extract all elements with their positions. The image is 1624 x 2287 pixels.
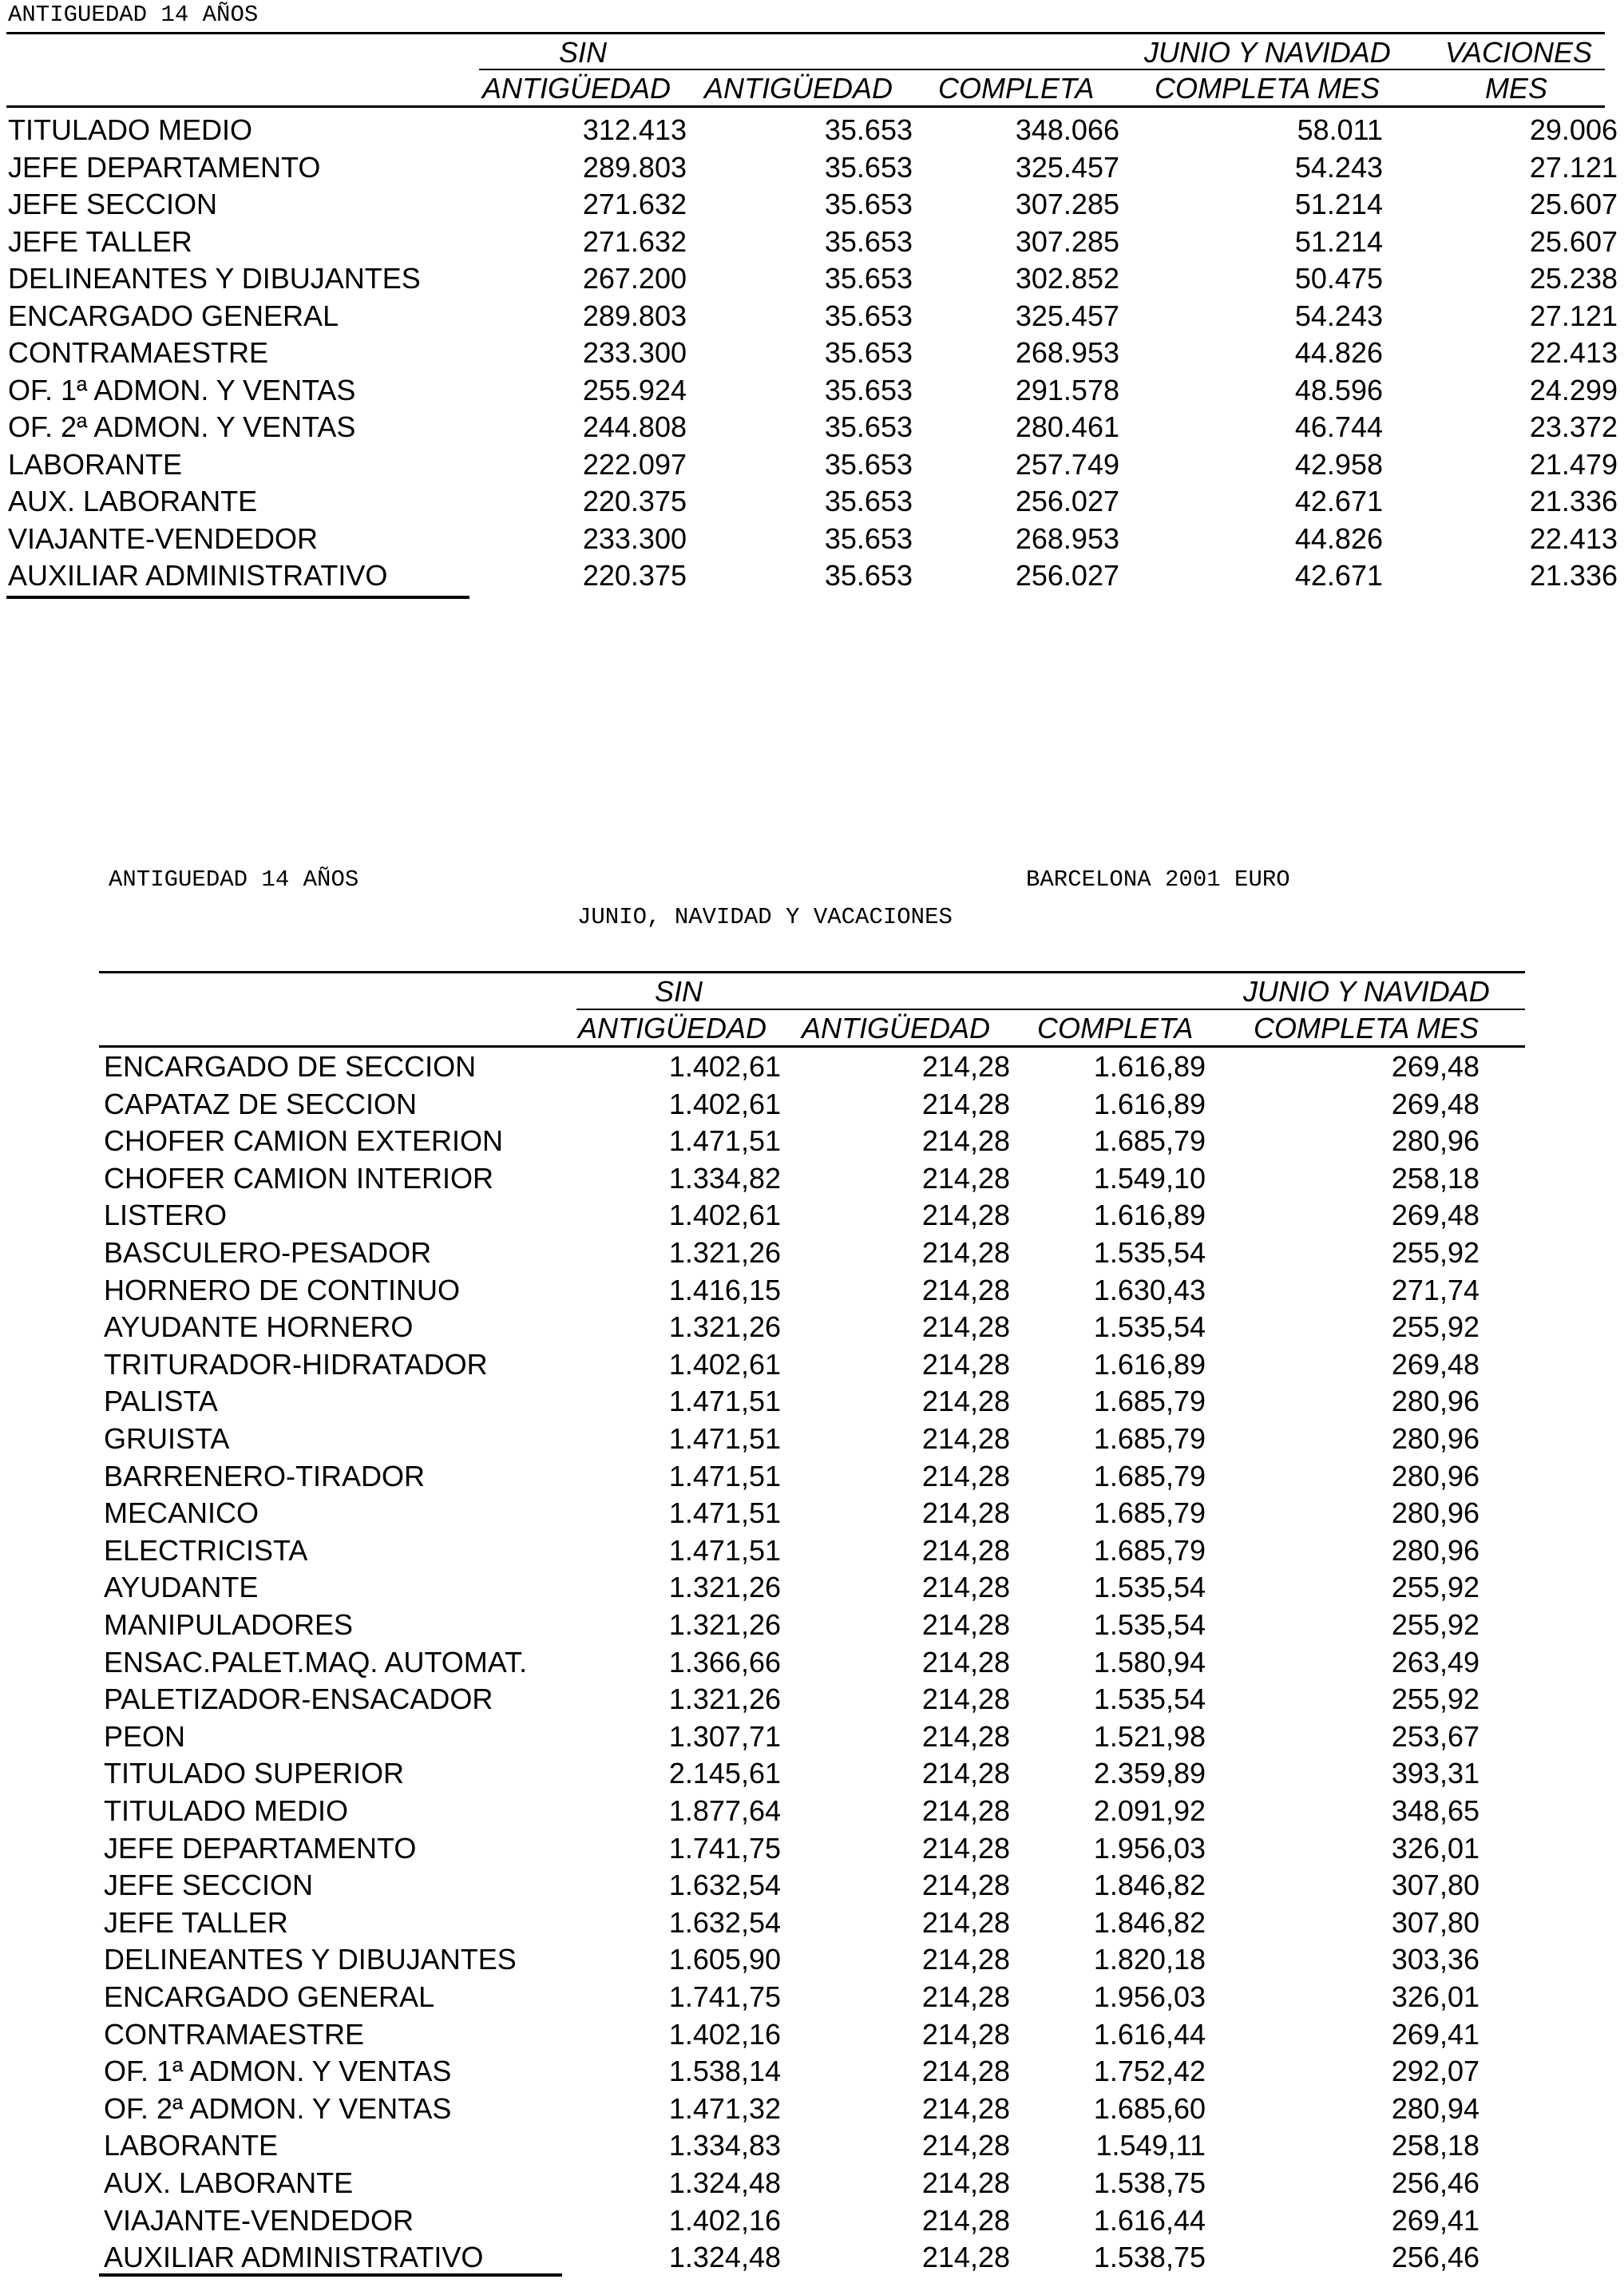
table-row bbox=[0, 1533, 1624, 1574]
row-value-junio-navidad: 326,01 bbox=[1391, 1980, 1479, 2013]
row-value-completa: 325.457 bbox=[1015, 299, 1119, 332]
row-value-sin-antiguedad: 1.402,61 bbox=[668, 1050, 781, 1083]
row-value-completa: 1.685,79 bbox=[1093, 1496, 1206, 1530]
row-category-label: PEON bbox=[104, 1719, 186, 1753]
row-value-junio-navidad: 280,94 bbox=[1391, 2091, 1479, 2125]
row-value-sin-antiguedad: 1.402,16 bbox=[668, 2017, 781, 2051]
table-row bbox=[0, 1573, 1624, 1611]
row-value-junio-navidad: 54.243 bbox=[1294, 299, 1383, 332]
row-value-antiguedad: 214,28 bbox=[921, 1459, 1010, 1492]
row-value-completa: 1.752,42 bbox=[1093, 2055, 1206, 2088]
row-value-junio-navidad: 48.596 bbox=[1294, 373, 1383, 406]
top-header-vaciones: VACIONES bbox=[1445, 36, 1593, 69]
row-value-vacaciones: 27.121 bbox=[1529, 299, 1618, 332]
row-value-junio-navidad: 263,49 bbox=[1391, 1645, 1479, 1679]
row-value-sin-antiguedad: 2.145,61 bbox=[668, 1757, 781, 1790]
table-row bbox=[0, 1201, 1624, 1239]
row-value-vacaciones: 27.121 bbox=[1529, 150, 1618, 184]
row-value-completa: 1.685,79 bbox=[1093, 1422, 1206, 1455]
row-value-antiguedad: 214,28 bbox=[921, 2129, 1010, 2162]
row-value-completa: 1.685,79 bbox=[1093, 1385, 1206, 1418]
table-row bbox=[0, 2091, 1624, 2132]
row-value-sin-antiguedad: 1.402,16 bbox=[668, 2203, 781, 2237]
row-category-label: DELINEANTES Y DIBUJANTES bbox=[104, 1943, 517, 1976]
row-value-vacaciones: 25.607 bbox=[1529, 188, 1618, 220]
row-value-antiguedad: 214,28 bbox=[921, 2166, 1010, 2199]
bottom-header-completa-mes: COMPLETA MES bbox=[1254, 1012, 1479, 1044]
row-value-junio-navidad: 54.243 bbox=[1294, 150, 1383, 184]
table-row bbox=[0, 1794, 1624, 1834]
row-value-vacaciones: 25.238 bbox=[1529, 262, 1618, 295]
row-value-vacaciones: 21.336 bbox=[1529, 559, 1618, 592]
row-value-junio-navidad: 253,67 bbox=[1391, 1719, 1479, 1753]
row-value-junio-navidad: 307,80 bbox=[1391, 1869, 1479, 1902]
row-category-label: LABORANTE bbox=[8, 447, 183, 481]
row-value-junio-navidad: 280,96 bbox=[1391, 1385, 1479, 1418]
row-value-sin-antiguedad: 1.334,82 bbox=[668, 1161, 781, 1195]
row-value-completa: 1.535,54 bbox=[1093, 1310, 1206, 1344]
row-value-sin-antiguedad: 1.471,51 bbox=[668, 1459, 781, 1492]
row-value-antiguedad: 214,28 bbox=[921, 1385, 1010, 1418]
bottom-location-year-currency: BARCELONA 2001 EURO bbox=[1026, 866, 1290, 893]
bottom-section-subtitle: JUNIO, NAVIDAD Y VACACIONES bbox=[577, 904, 953, 930]
row-value-junio-navidad: 269,41 bbox=[1391, 2203, 1479, 2237]
row-value-completa: 257.749 bbox=[1015, 447, 1119, 481]
row-value-completa: 1.956,03 bbox=[1093, 1831, 1206, 1865]
bottom-header-antiguedad-sin: ANTIGÜEDAD bbox=[578, 1012, 767, 1044]
row-value-sin-antiguedad: 1.632,54 bbox=[668, 1905, 781, 1939]
row-value-completa: 1.538,75 bbox=[1093, 2241, 1206, 2274]
row-category-label: CONTRAMAESTRE bbox=[8, 336, 269, 369]
row-value-completa: 1.549,10 bbox=[1093, 1161, 1206, 1195]
table-row bbox=[0, 1645, 1624, 1686]
row-value-antiguedad: 214,28 bbox=[921, 1161, 1010, 1195]
table-row bbox=[0, 1980, 1624, 2020]
row-value-antiguedad: 214,28 bbox=[921, 1980, 1010, 2013]
row-value-antiguedad: 214,28 bbox=[921, 2241, 1010, 2274]
row-value-sin-antiguedad: 233.300 bbox=[582, 336, 687, 369]
row-value-junio-navidad: 42.671 bbox=[1294, 559, 1383, 592]
row-value-completa: 1.846,82 bbox=[1093, 1869, 1206, 1902]
row-value-antiguedad: 35.653 bbox=[824, 373, 913, 406]
row-value-vacaciones: 22.413 bbox=[1529, 521, 1618, 555]
row-value-completa: 1.535,54 bbox=[1093, 1683, 1206, 1716]
row-category-label: TITULADO MEDIO bbox=[104, 1794, 349, 1827]
row-category-label: OF. 1ª ADMON. Y VENTAS bbox=[8, 373, 356, 406]
bottom-header-antiguedad: ANTIGÜEDAD bbox=[802, 1012, 991, 1044]
row-category-label: JEFE TALLER bbox=[104, 1905, 288, 1939]
row-value-junio-navidad: 269,41 bbox=[1391, 2017, 1479, 2051]
row-value-vacaciones: 21.479 bbox=[1529, 447, 1618, 481]
row-value-completa: 302.852 bbox=[1015, 262, 1119, 295]
row-category-label: CHOFER CAMION INTERIOR bbox=[104, 1161, 494, 1195]
table-row bbox=[0, 2166, 1624, 2206]
row-value-junio-navidad: 44.826 bbox=[1294, 336, 1383, 369]
row-value-antiguedad: 214,28 bbox=[921, 2091, 1010, 2125]
row-value-completa: 307.285 bbox=[1015, 188, 1119, 220]
row-value-junio-navidad: 348,65 bbox=[1391, 1794, 1479, 1827]
row-value-completa: 1.616,44 bbox=[1093, 2017, 1206, 2051]
table-row bbox=[0, 1905, 1624, 1946]
row-value-sin-antiguedad: 1.538,14 bbox=[668, 2055, 781, 2088]
row-category-label: HORNERO DE CONTINUO bbox=[104, 1273, 461, 1306]
table-row bbox=[0, 2057, 1624, 2095]
row-category-label: JEFE SECCION bbox=[104, 1869, 314, 1902]
row-category-label: ENSAC.PALET.MAQ. AUTOMAT. bbox=[104, 1645, 528, 1679]
table-row bbox=[0, 1685, 1624, 1722]
row-value-completa: 1.521,98 bbox=[1093, 1719, 1206, 1753]
table-row bbox=[0, 1236, 1624, 1276]
row-category-label: OF. 1ª ADMON. Y VENTAS bbox=[104, 2055, 452, 2088]
row-value-junio-navidad: 292,07 bbox=[1391, 2055, 1479, 2088]
row-value-sin-antiguedad: 267.200 bbox=[582, 262, 687, 295]
row-value-completa: 1.616,89 bbox=[1093, 1347, 1206, 1381]
table-row bbox=[0, 1496, 1624, 1536]
table-row bbox=[0, 1945, 1624, 1983]
row-value-antiguedad: 214,28 bbox=[921, 1719, 1010, 1753]
row-value-antiguedad: 214,28 bbox=[921, 1831, 1010, 1865]
row-value-sin-antiguedad: 1.334,83 bbox=[668, 2129, 781, 2162]
row-value-antiguedad: 35.653 bbox=[824, 150, 913, 184]
row-value-junio-navidad: 255,92 bbox=[1391, 1571, 1479, 1604]
row-value-antiguedad: 214,28 bbox=[921, 1683, 1010, 1716]
row-value-antiguedad: 35.653 bbox=[824, 299, 913, 332]
row-value-vacaciones: 25.607 bbox=[1529, 224, 1618, 258]
bottom-header-rule bbox=[99, 971, 1525, 973]
top-section-title: ANTIGUEDAD 14 AÑOS bbox=[8, 2, 259, 28]
row-value-antiguedad: 35.653 bbox=[824, 113, 913, 146]
bottom-column-header-rule bbox=[99, 1045, 1525, 1048]
row-category-label: LABORANTE bbox=[104, 2129, 279, 2162]
row-value-completa: 1.685,60 bbox=[1093, 2091, 1206, 2125]
row-value-completa: 325.457 bbox=[1015, 150, 1119, 184]
row-value-antiguedad: 35.653 bbox=[824, 559, 913, 592]
row-category-label: JEFE TALLER bbox=[8, 224, 192, 258]
table-row bbox=[0, 1087, 1624, 1128]
row-value-sin-antiguedad: 1.471,51 bbox=[668, 1422, 781, 1455]
row-value-junio-navidad: 255,92 bbox=[1391, 1236, 1479, 1269]
table-row bbox=[0, 1124, 1624, 1164]
row-value-antiguedad: 214,28 bbox=[921, 1236, 1010, 1269]
row-category-label: PALISTA bbox=[104, 1385, 218, 1418]
row-value-antiguedad: 214,28 bbox=[921, 2203, 1010, 2237]
table-row bbox=[0, 1273, 1624, 1314]
row-category-label: CAPATAZ DE SECCION bbox=[104, 1087, 418, 1120]
row-category-label: OF. 2ª ADMON. Y VENTAS bbox=[104, 2091, 452, 2125]
row-category-label: OF. 2ª ADMON. Y VENTAS bbox=[8, 410, 356, 443]
row-value-vacaciones: 23.372 bbox=[1529, 410, 1618, 443]
bottom-section-title: ANTIGUEDAD 14 AÑOS bbox=[109, 866, 359, 893]
row-value-sin-antiguedad: 1.741,75 bbox=[668, 1980, 781, 2013]
row-value-completa: 256.027 bbox=[1015, 559, 1119, 592]
row-category-label: AYUDANTE bbox=[104, 1571, 259, 1604]
row-category-label: AUX. LABORANTE bbox=[104, 2166, 354, 2199]
row-value-sin-antiguedad: 312.413 bbox=[582, 113, 687, 146]
row-value-sin-antiguedad: 1.471,32 bbox=[668, 2091, 781, 2125]
row-value-completa: 1.685,79 bbox=[1093, 1533, 1206, 1567]
row-value-sin-antiguedad: 220.375 bbox=[582, 559, 687, 592]
row-value-antiguedad: 214,28 bbox=[921, 1533, 1010, 1567]
row-value-vacaciones: 22.413 bbox=[1529, 336, 1618, 369]
row-value-completa: 1.616,89 bbox=[1093, 1199, 1206, 1232]
row-value-junio-navidad: 280,96 bbox=[1391, 1459, 1479, 1492]
table-row bbox=[0, 1052, 1624, 1090]
row-value-sin-antiguedad: 1.402,61 bbox=[668, 1199, 781, 1232]
row-value-junio-navidad: 44.826 bbox=[1294, 521, 1383, 555]
table-row bbox=[0, 2131, 1624, 2169]
row-value-antiguedad: 214,28 bbox=[921, 2055, 1010, 2088]
row-value-junio-navidad: 280,96 bbox=[1391, 1422, 1479, 1455]
row-value-completa: 268.953 bbox=[1015, 336, 1119, 369]
table-row bbox=[0, 1871, 1624, 1908]
bottom-header-completa: COMPLETA bbox=[1037, 1012, 1194, 1044]
row-category-label: TRITURADOR-HIDRATADOR bbox=[104, 1347, 488, 1381]
row-value-junio-navidad: 258,18 bbox=[1391, 1161, 1479, 1195]
row-category-label: GRUISTA bbox=[104, 1422, 230, 1455]
row-category-label: TITULADO MEDIO bbox=[8, 113, 253, 146]
row-value-sin-antiguedad: 1.471,51 bbox=[668, 1385, 781, 1418]
row-value-completa: 1.616,44 bbox=[1093, 2203, 1206, 2237]
row-value-completa: 1.685,79 bbox=[1093, 1459, 1206, 1492]
row-value-sin-antiguedad: 1.321,26 bbox=[668, 1571, 781, 1604]
row-value-junio-navidad: 280,96 bbox=[1391, 1496, 1479, 1530]
row-value-antiguedad: 214,28 bbox=[921, 1087, 1010, 1120]
row-category-label: ELECTRICISTA bbox=[104, 1533, 308, 1567]
table-row bbox=[0, 1347, 1624, 1388]
row-value-completa: 2.091,92 bbox=[1093, 1794, 1206, 1827]
row-value-completa: 1.549,11 bbox=[1095, 2129, 1206, 2162]
table-row bbox=[0, 1310, 1624, 1350]
row-value-junio-navidad: 51.214 bbox=[1294, 188, 1383, 220]
row-value-junio-navidad: 256,46 bbox=[1391, 2166, 1479, 2199]
row-value-antiguedad: 35.653 bbox=[824, 521, 913, 555]
row-value-vacaciones: 29.006 bbox=[1529, 113, 1618, 146]
row-value-junio-navidad: 271,74 bbox=[1391, 1273, 1479, 1306]
row-value-antiguedad: 35.653 bbox=[824, 485, 913, 517]
table-row bbox=[0, 1422, 1624, 1462]
row-value-antiguedad: 214,28 bbox=[921, 1347, 1010, 1381]
row-category-label: VIAJANTE-VENDEDOR bbox=[8, 521, 319, 555]
row-value-sin-antiguedad: 1.366,66 bbox=[668, 1645, 781, 1679]
row-value-sin-antiguedad: 1.416,15 bbox=[668, 1273, 781, 1306]
row-category-label: MANIPULADORES bbox=[104, 1608, 354, 1641]
row-value-sin-antiguedad: 244.808 bbox=[582, 410, 687, 443]
row-value-completa: 268.953 bbox=[1015, 521, 1119, 555]
row-value-sin-antiguedad: 1.471,51 bbox=[668, 1496, 781, 1530]
row-value-junio-navidad: 303,36 bbox=[1391, 1943, 1479, 1976]
row-value-antiguedad: 35.653 bbox=[824, 336, 913, 369]
row-value-completa: 1.630,43 bbox=[1093, 1273, 1206, 1306]
row-value-sin-antiguedad: 271.632 bbox=[582, 224, 687, 258]
row-value-junio-navidad: 258,18 bbox=[1391, 2129, 1479, 2162]
table-row bbox=[0, 1387, 1624, 1425]
row-value-junio-navidad: 51.214 bbox=[1294, 224, 1383, 258]
top-header-mes: MES bbox=[1485, 72, 1548, 105]
row-value-completa: 1.535,54 bbox=[1093, 1608, 1206, 1641]
row-value-sin-antiguedad: 1.321,26 bbox=[668, 1608, 781, 1641]
row-value-sin-antiguedad: 1.321,26 bbox=[668, 1683, 781, 1716]
row-category-label: CHOFER CAMION EXTERION bbox=[104, 1124, 504, 1158]
row-value-completa: 1.956,03 bbox=[1093, 1980, 1206, 2013]
row-value-sin-antiguedad: 271.632 bbox=[582, 188, 687, 220]
row-value-junio-navidad: 255,92 bbox=[1391, 1608, 1479, 1641]
row-value-junio-navidad: 326,01 bbox=[1391, 1831, 1479, 1865]
row-value-completa: 1.846,82 bbox=[1093, 1905, 1206, 1939]
row-value-junio-navidad: 269,48 bbox=[1391, 1347, 1479, 1381]
row-value-junio-navidad: 269,48 bbox=[1391, 1199, 1479, 1232]
row-value-junio-navidad: 269,48 bbox=[1391, 1087, 1479, 1120]
row-value-antiguedad: 214,28 bbox=[921, 2017, 1010, 2051]
row-value-completa: 291.578 bbox=[1015, 373, 1119, 406]
row-category-label: BASCULERO-PESADOR bbox=[104, 1236, 432, 1269]
row-value-completa: 280.461 bbox=[1015, 410, 1119, 443]
top-header-antiguedad: ANTIGÜEDAD bbox=[704, 72, 893, 105]
row-value-antiguedad: 214,28 bbox=[921, 1273, 1010, 1306]
row-value-antiguedad: 214,28 bbox=[921, 1496, 1010, 1530]
row-value-sin-antiguedad: 1.632,54 bbox=[668, 1869, 781, 1902]
row-value-junio-navidad: 42.671 bbox=[1294, 485, 1383, 517]
top-header-junio-navidad: JUNIO Y NAVIDAD bbox=[1144, 36, 1391, 69]
table-row bbox=[0, 1161, 1624, 1202]
top-header-sin: SIN bbox=[559, 36, 608, 69]
row-value-sin-antiguedad: 1.741,75 bbox=[668, 1831, 781, 1865]
row-category-label: AYUDANTE HORNERO bbox=[104, 1310, 414, 1344]
row-value-junio-navidad: 280,96 bbox=[1391, 1533, 1479, 1567]
row-value-junio-navidad: 393,31 bbox=[1391, 1757, 1479, 1790]
row-category-label: TITULADO SUPERIOR bbox=[104, 1757, 405, 1790]
table-row bbox=[0, 1831, 1624, 1872]
row-category-label: JEFE DEPARTAMENTO bbox=[8, 150, 321, 184]
row-value-junio-navidad: 280,96 bbox=[1391, 1124, 1479, 1158]
row-value-sin-antiguedad: 1.324,48 bbox=[668, 2241, 781, 2274]
row-category-label: ENCARGADO DE SECCION bbox=[104, 1050, 477, 1083]
bottom-subheader-rule bbox=[576, 1009, 1525, 1010]
row-value-antiguedad: 35.653 bbox=[824, 224, 913, 258]
row-value-sin-antiguedad: 1.321,26 bbox=[668, 1236, 781, 1269]
row-value-antiguedad: 214,28 bbox=[921, 1869, 1010, 1902]
row-value-antiguedad: 35.653 bbox=[824, 188, 913, 220]
row-value-sin-antiguedad: 1.402,61 bbox=[668, 1347, 781, 1381]
row-value-antiguedad: 214,28 bbox=[921, 1757, 1010, 1790]
bottom-last-row-underline bbox=[99, 2273, 562, 2277]
row-category-label: DELINEANTES Y DIBUJANTES bbox=[8, 262, 421, 295]
row-value-antiguedad: 214,28 bbox=[921, 1422, 1010, 1455]
row-value-sin-antiguedad: 222.097 bbox=[582, 447, 687, 481]
top-header-antiguedad-sin: ANTIGÜEDAD bbox=[482, 72, 671, 105]
row-value-junio-navidad: 269,48 bbox=[1391, 1050, 1479, 1083]
row-value-sin-antiguedad: 255.924 bbox=[582, 373, 687, 406]
row-value-antiguedad: 35.653 bbox=[824, 410, 913, 443]
row-value-completa: 1.685,79 bbox=[1093, 1124, 1206, 1158]
row-category-label: ENCARGADO GENERAL bbox=[8, 299, 339, 332]
table-row bbox=[0, 1759, 1624, 1797]
row-value-antiguedad: 214,28 bbox=[921, 1645, 1010, 1679]
row-value-antiguedad: 35.653 bbox=[824, 262, 913, 295]
row-value-antiguedad: 214,28 bbox=[921, 1199, 1010, 1232]
row-category-label: CONTRAMAESTRE bbox=[104, 2017, 365, 2051]
row-value-sin-antiguedad: 289.803 bbox=[582, 150, 687, 184]
bottom-header-junio-navidad: JUNIO Y NAVIDAD bbox=[1243, 975, 1490, 1008]
row-value-junio-navidad: 58.011 bbox=[1297, 113, 1383, 146]
table-row bbox=[0, 1719, 1624, 1760]
row-value-vacaciones: 21.336 bbox=[1529, 485, 1618, 517]
row-value-junio-navidad: 42.958 bbox=[1294, 447, 1383, 481]
row-category-label: ENCARGADO GENERAL bbox=[104, 1980, 435, 2013]
row-value-completa: 1.580,94 bbox=[1093, 1645, 1206, 1679]
row-value-antiguedad: 214,28 bbox=[921, 1571, 1010, 1604]
row-category-label: AUXILIAR ADMINISTRATIVO bbox=[104, 2241, 484, 2274]
row-value-antiguedad: 35.653 bbox=[824, 447, 913, 481]
row-value-antiguedad: 214,28 bbox=[921, 1050, 1010, 1083]
row-category-label: MECANICO bbox=[104, 1496, 259, 1530]
row-value-antiguedad: 214,28 bbox=[921, 1905, 1010, 1939]
table-row bbox=[0, 1608, 1624, 1648]
row-value-junio-navidad: 307,80 bbox=[1391, 1905, 1479, 1939]
row-value-sin-antiguedad: 1.605,90 bbox=[668, 1943, 781, 1976]
row-category-label: JEFE DEPARTAMENTO bbox=[104, 1831, 417, 1865]
row-value-junio-navidad: 255,92 bbox=[1391, 1310, 1479, 1344]
row-value-sin-antiguedad: 1.471,51 bbox=[668, 1533, 781, 1567]
row-value-sin-antiguedad: 233.300 bbox=[582, 521, 687, 555]
row-value-sin-antiguedad: 1.402,61 bbox=[668, 1087, 781, 1120]
row-value-antiguedad: 214,28 bbox=[921, 1124, 1010, 1158]
row-value-antiguedad: 214,28 bbox=[921, 1943, 1010, 1976]
row-category-label: JEFE SECCION bbox=[8, 188, 218, 220]
row-value-completa: 2.359,89 bbox=[1093, 1757, 1206, 1790]
bottom-header-sin: SIN bbox=[655, 975, 703, 1008]
row-value-sin-antiguedad: 1.471,51 bbox=[668, 1124, 781, 1158]
row-value-sin-antiguedad: 220.375 bbox=[582, 485, 687, 517]
row-category-label: LISTERO bbox=[104, 1199, 228, 1232]
row-value-sin-antiguedad: 1.321,26 bbox=[668, 1310, 781, 1344]
row-value-vacaciones: 24.299 bbox=[1529, 373, 1618, 406]
top-header-completa-mes: COMPLETA MES bbox=[1155, 72, 1380, 105]
table-row bbox=[0, 2203, 1624, 2244]
row-value-antiguedad: 214,28 bbox=[921, 1608, 1010, 1641]
row-value-completa: 307.285 bbox=[1015, 224, 1119, 258]
row-value-sin-antiguedad: 1.877,64 bbox=[668, 1794, 781, 1827]
row-value-antiguedad: 214,28 bbox=[921, 1310, 1010, 1344]
row-value-junio-navidad: 256,46 bbox=[1391, 2241, 1479, 2274]
row-value-completa: 1.535,54 bbox=[1093, 1571, 1206, 1604]
row-value-completa: 1.616,89 bbox=[1093, 1050, 1206, 1083]
row-value-completa: 348.066 bbox=[1015, 113, 1119, 146]
row-category-label: VIAJANTE-VENDEDOR bbox=[104, 2203, 414, 2237]
row-value-sin-antiguedad: 1.307,71 bbox=[668, 1719, 781, 1753]
row-value-antiguedad: 214,28 bbox=[921, 1794, 1010, 1827]
row-value-completa: 1.538,75 bbox=[1093, 2166, 1206, 2199]
row-value-junio-navidad: 46.744 bbox=[1294, 410, 1383, 443]
row-category-label: PALETIZADOR-ENSACADOR bbox=[104, 1683, 493, 1716]
row-value-junio-navidad: 50.475 bbox=[1294, 262, 1383, 295]
row-value-completa: 1.535,54 bbox=[1093, 1236, 1206, 1269]
row-value-junio-navidad: 255,92 bbox=[1391, 1683, 1479, 1716]
table-row bbox=[0, 2017, 1624, 2058]
row-value-completa: 256.027 bbox=[1015, 485, 1119, 517]
row-value-completa: 1.616,89 bbox=[1093, 1087, 1206, 1120]
row-category-label: BARRENERO-TIRADOR bbox=[104, 1459, 426, 1492]
row-value-sin-antiguedad: 289.803 bbox=[582, 299, 687, 332]
row-value-completa: 1.820,18 bbox=[1093, 1943, 1206, 1976]
top-header-completa: COMPLETA bbox=[938, 72, 1095, 105]
row-value-sin-antiguedad: 1.324,48 bbox=[668, 2166, 781, 2199]
row-category-label: AUX. LABORANTE bbox=[8, 485, 258, 517]
row-category-label: AUXILIAR ADMINISTRATIVO bbox=[8, 559, 388, 592]
table-row bbox=[0, 1459, 1624, 1500]
